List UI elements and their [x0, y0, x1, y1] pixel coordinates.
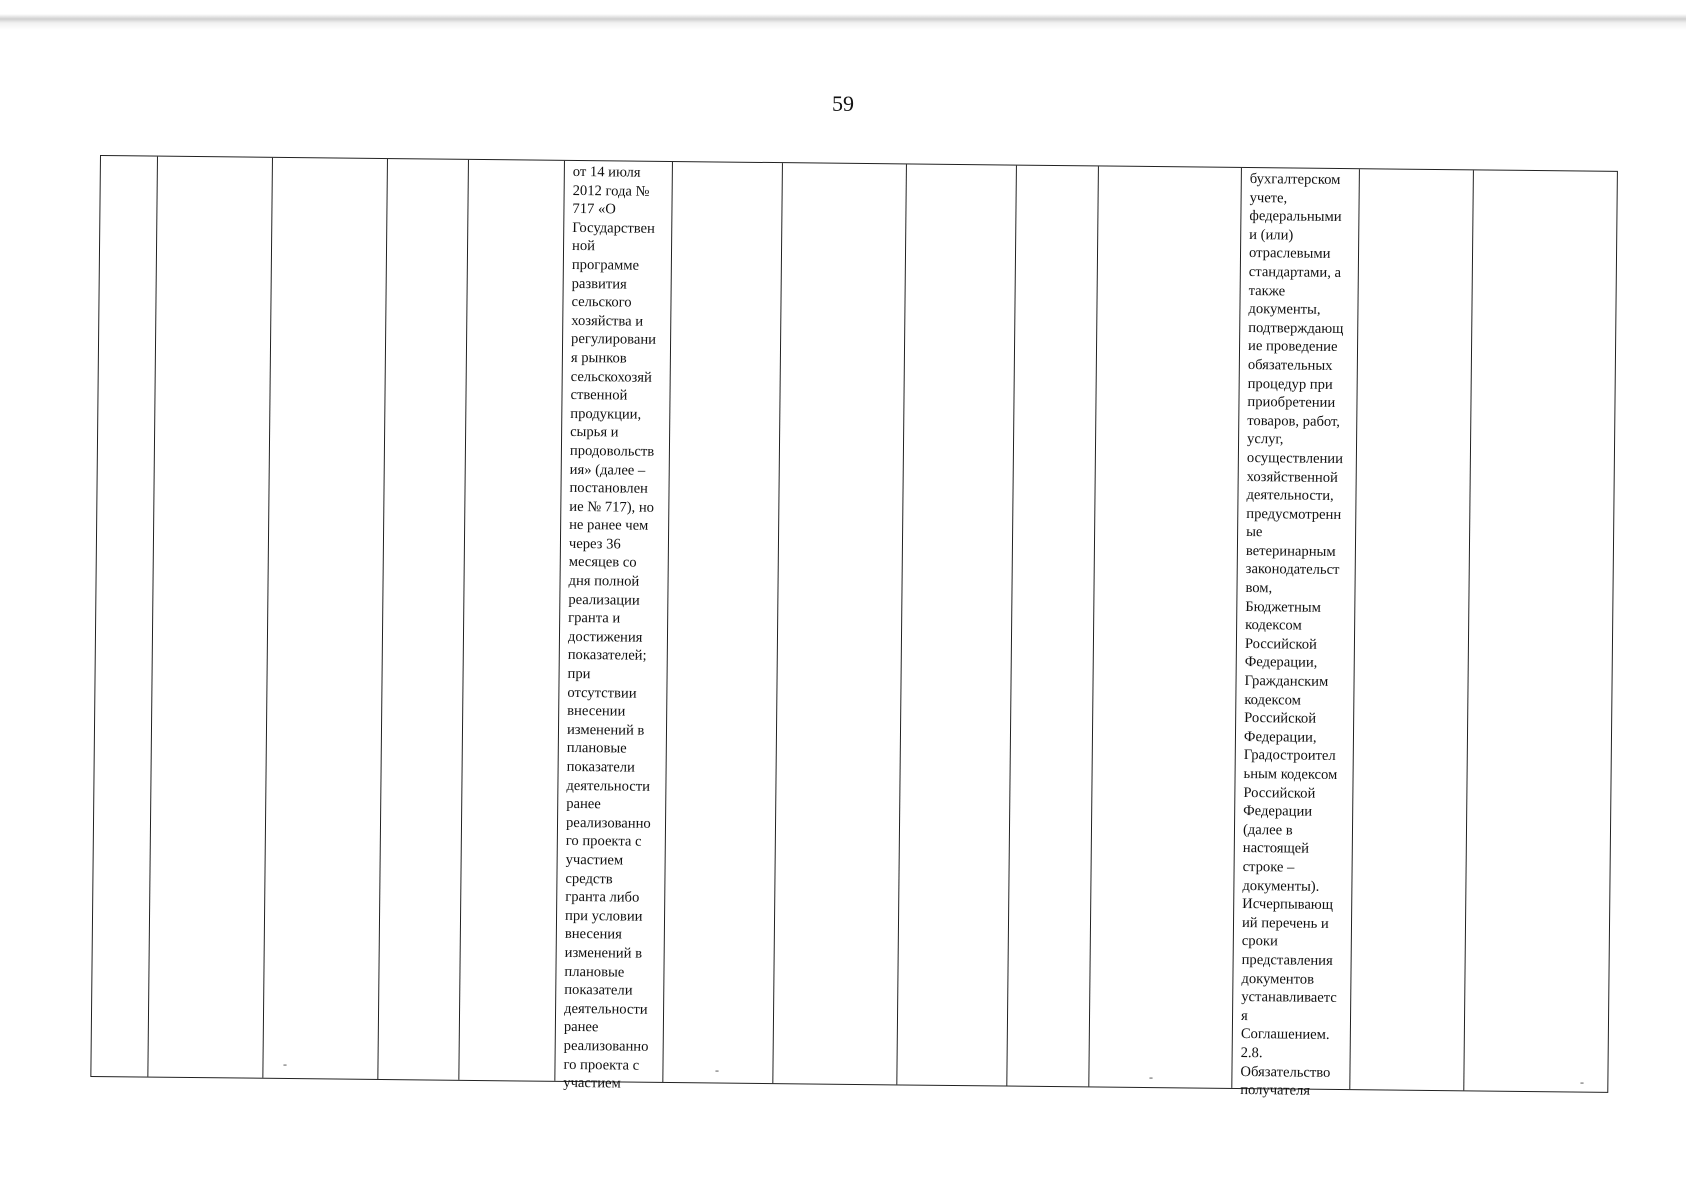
- scan-speck: -: [1580, 1075, 1584, 1089]
- document-table: [90, 155, 1618, 1099]
- table-column-5: [459, 160, 565, 1081]
- page-number: 59: [832, 91, 854, 116]
- scan-speck: -: [1149, 1070, 1153, 1084]
- table-cell: [1025, 168, 1096, 169]
- table-cell: [396, 161, 466, 162]
- table-cell: [915, 167, 1014, 168]
- table-column-1: [91, 156, 158, 1077]
- table-column-6: [555, 161, 673, 1092]
- table-cell: [1107, 169, 1239, 170]
- table-column-7: [663, 162, 783, 1083]
- table-cell: [791, 165, 904, 166]
- table-column-12: [1232, 168, 1360, 1099]
- scan-speck: -: [715, 1063, 719, 1077]
- table-column-8: [773, 163, 907, 1084]
- scan-speck: -: [283, 1057, 287, 1071]
- table-cell: [166, 159, 270, 160]
- table-column-13: [1350, 169, 1474, 1090]
- table-column-3: [263, 158, 388, 1079]
- table-cell: [281, 160, 385, 161]
- table-cell: [1482, 172, 1615, 173]
- table-cell: от 14 июля 2012 года № 717 «О Государствен ной программе развития сельского хозяйства и регулировани я рынков сельскохозяй ственной продукции, сырья и продовольств ия» (далее – постановлен ие № 717), но не ранее чем через 36 месяцев со дня полной реализации гранта и достижения показателей; при отсутствии внесении изменений в плановые показатели деятельности ранее реализованно го проекта с участием средств гранта либо при условии внесения изменений в плановые показатели деятельности ранее реализованно го проекта с участием: [563, 163, 657, 1092]
- table-cell: [1368, 171, 1471, 172]
- table-cell: бухгалтерском учете, федеральными и (или) отраслевыми стандартами, а также документы, подтверждающ ие проведение обязательных процедур при приобретении товаров, работ, услуг, осуществлении хозяйственной деятельности, предусмотренн ые ветеринарным законодательст вом, Бюджетным кодексом Российской Федерации, Гражданским кодексом Российской Федерации, Градостроител ьным кодексом Российской Федерации (далее в настоящей строке – документы). Исчерпывающ ий перечень и сроки представления документов устанавливаетс я Соглашением. 2.8. Обязательство получателя: [1240, 171, 1344, 1099]
- table-column-2: [148, 157, 273, 1078]
- table-column-10: [1007, 166, 1099, 1087]
- table-column-9: [897, 164, 1017, 1085]
- table-column-4: [378, 159, 469, 1080]
- table-cell: [477, 162, 562, 163]
- scan-edge-artifact: [0, 14, 1686, 30]
- table-column-11: [1089, 166, 1242, 1087]
- table-cell: [681, 164, 780, 165]
- table-column-14: [1464, 170, 1617, 1091]
